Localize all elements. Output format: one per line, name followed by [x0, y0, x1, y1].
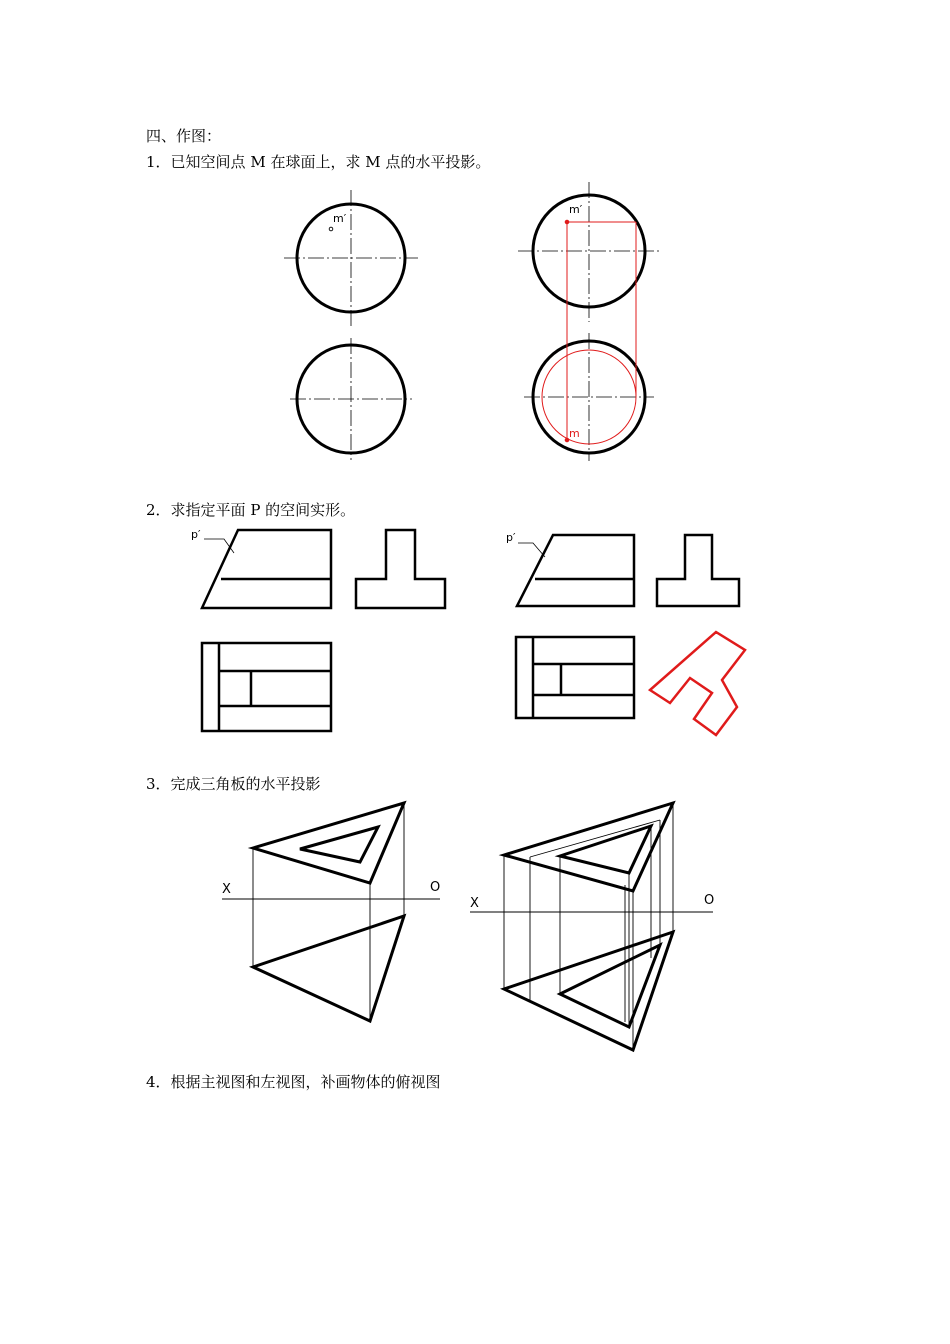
leader-p-prime	[191, 528, 234, 553]
problem-3-given-figure	[222, 803, 440, 1021]
front-view-answer	[517, 535, 634, 606]
problem-2-number: 2．	[146, 501, 171, 519]
sphere-top-view-answer	[524, 333, 654, 461]
problem-1-text: 已知空间点 M 在球面上，求 M 点的水平投影。	[170, 153, 491, 171]
label-axis-o-answer: O	[704, 893, 715, 908]
problem-1-given-figure	[284, 190, 418, 460]
problem-3-number: 3．	[146, 775, 171, 793]
leader-p-prime-answer	[506, 531, 545, 557]
side-view-answer	[657, 535, 739, 606]
axis-x-o	[222, 880, 440, 899]
problem-2-answer-figure	[506, 531, 745, 735]
problem-1-number: 1．	[146, 153, 171, 171]
problem-2-given-figure	[191, 528, 445, 731]
label-p-prime-answer: p′	[506, 531, 516, 544]
sphere-front-view-given	[284, 190, 418, 326]
label-axis-x: X	[222, 882, 231, 897]
label-m-answer: m	[569, 427, 580, 440]
top-view-triangle-plate-answer	[504, 932, 673, 1050]
problem-4-text: 根据主视图和左视图，补画物体的俯视图	[170, 1073, 441, 1091]
point-m-prime-marker	[329, 227, 333, 231]
projection-lines-answer	[504, 803, 673, 1050]
sphere-top-view-given	[290, 338, 412, 460]
true-shape-answer	[650, 632, 745, 735]
label-m-prime-answer: m′	[569, 203, 583, 216]
axis-x-o-answer	[470, 893, 714, 912]
sphere-front-view-answer	[518, 182, 660, 322]
label-axis-o: O	[430, 880, 441, 895]
problem-2-text: 求指定平面 P 的空间实形。	[170, 501, 356, 519]
top-view-answer	[516, 637, 634, 718]
label-axis-x-answer: X	[470, 896, 479, 911]
problem-3-answer-figure	[470, 803, 714, 1050]
top-view-partial-given	[253, 916, 404, 1021]
front-view-triangle-plate	[253, 803, 404, 883]
label-m-prime: m′	[333, 212, 347, 225]
problem-4-number: 4．	[146, 1073, 171, 1091]
label-p-prime: p′	[191, 528, 201, 541]
section-title: 四、作图：	[146, 127, 222, 145]
problem-1-answer-figure	[518, 182, 660, 461]
problem-3-text: 完成三角板的水平投影	[170, 775, 321, 793]
side-view-given	[356, 530, 445, 608]
front-view-given	[202, 530, 331, 608]
top-view-given	[202, 643, 331, 731]
point-m-prime-answer-marker	[565, 220, 569, 224]
front-view-triangle-plate-answer	[504, 803, 673, 891]
